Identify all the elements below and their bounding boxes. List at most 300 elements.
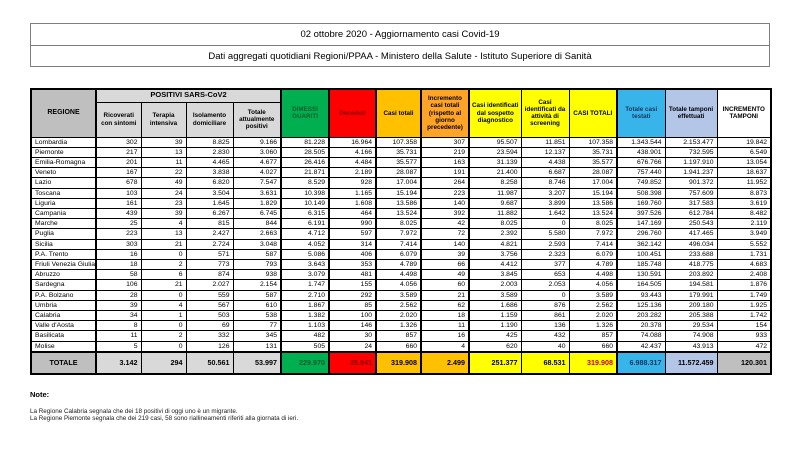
data-cell: 0 <box>141 321 186 331</box>
column-header-deceduti: Deceduti <box>329 89 376 137</box>
data-cell: 201 <box>96 157 141 167</box>
data-cell: 464 <box>329 208 376 218</box>
data-cell: 39 <box>141 208 186 218</box>
data-cell: 559 <box>186 290 233 300</box>
data-cell: 472 <box>717 341 771 352</box>
region-name: Toscana <box>31 188 96 198</box>
data-cell: 85 <box>329 300 376 310</box>
data-cell: 587 <box>233 249 281 259</box>
data-cell: 43.913 <box>665 341 717 352</box>
region-name: P.A. Bolzano <box>31 290 96 300</box>
data-cell: 362.142 <box>617 239 665 249</box>
total-cell: 35.941 <box>329 352 376 374</box>
data-cell: 901.372 <box>665 178 717 188</box>
table-row <box>31 290 771 300</box>
data-cell: 3.845 <box>469 270 521 280</box>
data-cell: 191 <box>421 168 469 178</box>
data-cell: 169.760 <box>617 198 665 208</box>
data-cell: 2.003 <box>469 280 521 290</box>
data-cell: 107.358 <box>569 137 617 147</box>
data-cell: 676.766 <box>617 157 665 167</box>
column-header-sospetto-diagnostico: Casi identificati dal sospetto diagnostico <box>469 89 521 137</box>
data-cell: 377 <box>521 259 569 269</box>
region-name: Friuli Venezia Giulia <box>31 259 96 269</box>
data-cell: 8 <box>96 321 141 331</box>
data-cell: 264 <box>421 178 469 188</box>
data-cell: 0 <box>521 290 569 300</box>
data-cell: 1.686 <box>469 300 521 310</box>
data-cell: 28.087 <box>569 168 617 178</box>
total-cell: 229.970 <box>281 352 329 374</box>
data-cell: 13.586 <box>376 198 421 208</box>
table-row <box>31 208 771 218</box>
column-header-incremento-casi: Incremento casi totali (rispetto al giorno precedente) <box>421 89 469 137</box>
data-cell: 793 <box>233 259 281 269</box>
data-cell: 3.619 <box>717 198 771 208</box>
data-cell: 250.543 <box>665 219 717 229</box>
table-row <box>31 280 771 290</box>
data-cell: 8.025 <box>376 219 421 229</box>
data-cell: 16 <box>96 249 141 259</box>
data-cell: 103 <box>96 188 141 198</box>
data-cell: 20.378 <box>617 321 665 331</box>
data-cell: 28.087 <box>376 168 421 178</box>
data-cell: 482 <box>281 331 329 341</box>
data-cell: 11 <box>96 331 141 341</box>
data-cell: 179.991 <box>665 290 717 300</box>
data-cell: 35.577 <box>376 157 421 167</box>
data-cell: 314 <box>329 239 376 249</box>
region-name: Lombardia <box>31 137 96 147</box>
data-cell: 62 <box>421 300 469 310</box>
data-cell: 612.784 <box>665 208 717 218</box>
column-header-ricoverati: Ricoverati con sintomi <box>96 102 141 137</box>
data-cell: 3.838 <box>186 168 233 178</box>
column-header-casi-totali-2: CASI TOTALI <box>569 89 617 137</box>
data-cell: 3.631 <box>233 188 281 198</box>
data-cell: 18.637 <box>717 168 771 178</box>
data-cell: 8.025 <box>469 219 521 229</box>
data-cell: 1.867 <box>281 300 329 310</box>
data-cell: 732.595 <box>665 147 717 157</box>
bulletin-title: 02 ottobre 2020 - Aggiornamento casi Covid-19 <box>300 29 500 40</box>
data-cell: 23 <box>141 198 186 208</box>
data-cell: 1.326 <box>569 321 617 331</box>
notes-section <box>30 390 770 423</box>
data-cell: 7.972 <box>376 229 421 239</box>
region-name: Basilicata <box>31 331 96 341</box>
table-row <box>31 229 771 239</box>
data-cell: 2.323 <box>521 249 569 259</box>
table-row <box>31 249 771 259</box>
data-cell: 2.562 <box>569 300 617 310</box>
data-cell: 140 <box>421 198 469 208</box>
data-cell: 100 <box>329 310 376 320</box>
data-cell: 15.194 <box>376 188 421 198</box>
table-row <box>31 219 771 229</box>
data-cell: 6.079 <box>376 249 421 259</box>
data-cell: 1 <box>141 310 186 320</box>
data-cell: 8.825 <box>186 137 233 147</box>
data-cell: 28.505 <box>281 147 329 157</box>
data-cell: 857 <box>569 331 617 341</box>
data-cell: 39 <box>421 249 469 259</box>
table-row <box>31 300 771 310</box>
data-cell: 24 <box>141 188 186 198</box>
data-cell: 11.851 <box>521 137 569 147</box>
data-cell: 6.745 <box>233 208 281 218</box>
data-cell: 2.562 <box>376 300 421 310</box>
data-cell: 660 <box>569 341 617 352</box>
data-cell: 1.343.544 <box>617 137 665 147</box>
data-cell: 4.056 <box>376 280 421 290</box>
data-cell: 876 <box>521 300 569 310</box>
total-cell: 120.301 <box>717 352 771 374</box>
table-row <box>31 239 771 249</box>
data-cell: 21 <box>421 290 469 300</box>
data-cell: 72 <box>421 229 469 239</box>
data-cell: 13.524 <box>376 208 421 218</box>
data-cell: 406 <box>329 249 376 259</box>
data-cell: 11.952 <box>717 178 771 188</box>
data-cell: 233.688 <box>665 249 717 259</box>
data-cell: 2.027 <box>186 280 233 290</box>
data-cell: 1.747 <box>281 280 329 290</box>
data-cell: 4.052 <box>281 239 329 249</box>
data-cell: 653 <box>521 270 569 280</box>
data-cell: 9.166 <box>233 137 281 147</box>
data-cell: 154 <box>717 321 771 331</box>
data-cell: 4.166 <box>329 147 376 157</box>
table-row <box>31 270 771 280</box>
data-cell: 587 <box>233 290 281 300</box>
data-cell: 21.400 <box>469 168 521 178</box>
bulletin-subtitle: Dati aggregati quotidiani Regioni/PPAA - Ministero della Salute - Istituto Superiore di Sanità <box>31 45 769 66</box>
data-cell: 25 <box>96 219 141 229</box>
data-cell: 10.398 <box>281 188 329 198</box>
data-cell: 3.589 <box>469 290 521 300</box>
data-cell: 5 <box>96 341 141 352</box>
total-cell: 50.561 <box>186 352 233 374</box>
total-cell: 294 <box>141 352 186 374</box>
region-name: Valle d'Aosta <box>31 321 96 331</box>
data-cell: 35.577 <box>569 157 617 167</box>
data-cell: 74.088 <box>617 331 665 341</box>
data-cell: 1.645 <box>186 198 233 208</box>
data-cell: 4.484 <box>329 157 376 167</box>
covid-table-wrap <box>30 88 770 375</box>
data-cell: 1.749 <box>717 290 771 300</box>
data-cell: 2 <box>141 259 186 269</box>
data-cell: 1.742 <box>717 310 771 320</box>
total-cell: 68.531 <box>521 352 569 374</box>
data-cell: 203.282 <box>617 310 665 320</box>
region-name: Calabria <box>31 310 96 320</box>
data-cell: 39 <box>141 137 186 147</box>
data-cell: 4.412 <box>469 259 521 269</box>
data-cell: 125.136 <box>617 300 665 310</box>
data-cell: 538 <box>233 310 281 320</box>
data-cell: 392 <box>421 208 469 218</box>
data-cell: 1.326 <box>376 321 421 331</box>
data-cell: 418.775 <box>665 259 717 269</box>
data-cell: 620 <box>469 341 521 352</box>
total-cell: 319.908 <box>569 352 617 374</box>
data-cell: 3.207 <box>521 188 569 198</box>
data-cell: 29.534 <box>665 321 717 331</box>
data-cell: 18 <box>96 259 141 269</box>
notes-title: Note: <box>30 389 50 399</box>
data-cell: 303 <box>96 239 141 249</box>
data-cell: 9.687 <box>469 198 521 208</box>
data-cell: 6.267 <box>186 208 233 218</box>
data-cell: 5.552 <box>717 239 771 249</box>
data-cell: 353 <box>329 259 376 269</box>
data-cell: 496.034 <box>665 239 717 249</box>
region-name: Veneto <box>31 168 96 178</box>
data-cell: 3.589 <box>569 290 617 300</box>
data-cell: 302 <box>96 137 141 147</box>
data-cell: 24 <box>329 341 376 352</box>
table-row <box>31 147 771 157</box>
data-cell: 17.004 <box>569 178 617 188</box>
covid-data-table <box>30 88 772 375</box>
data-cell: 11 <box>141 157 186 167</box>
data-cell: 60 <box>421 280 469 290</box>
data-cell: 35.731 <box>376 147 421 157</box>
data-cell: 4.027 <box>233 168 281 178</box>
data-cell: 503 <box>186 310 233 320</box>
table-row <box>31 331 771 341</box>
table-row <box>31 137 771 147</box>
table-row <box>31 178 771 188</box>
table-row <box>31 168 771 178</box>
data-cell: 2.153.477 <box>665 137 717 147</box>
data-cell: 938 <box>233 270 281 280</box>
region-name: Marche <box>31 219 96 229</box>
data-cell: 397.526 <box>617 208 665 218</box>
data-cell: 205.388 <box>665 310 717 320</box>
column-header-isolamento: Isolamento domiciliare <box>186 102 233 137</box>
data-cell: 0 <box>141 249 186 259</box>
data-cell: 2.830 <box>186 147 233 157</box>
note-piemonte: La Regione Piemonte segnala che dei 219 casi, 58 sono riallineamenti riferiti alla giornata di ieri. <box>30 415 299 423</box>
data-cell: 30 <box>329 331 376 341</box>
column-header-tamponi: Totale tamponi effettuati <box>665 89 717 137</box>
data-cell: 4 <box>141 300 186 310</box>
data-cell: 31.139 <box>469 157 521 167</box>
data-cell: 4.465 <box>186 157 233 167</box>
data-cell: 13.524 <box>569 208 617 218</box>
region-name: Campania <box>31 208 96 218</box>
data-cell: 1.103 <box>281 321 329 331</box>
data-cell: 13 <box>141 147 186 157</box>
region-name: P.A. Trento <box>31 249 96 259</box>
data-cell: 1.731 <box>717 249 771 259</box>
data-cell: 1.642 <box>521 208 569 218</box>
data-cell: 2.427 <box>186 229 233 239</box>
data-cell: 13.586 <box>569 198 617 208</box>
data-cell: 21 <box>141 280 186 290</box>
data-cell: 861 <box>521 310 569 320</box>
data-cell: 1.608 <box>329 198 376 208</box>
note-calabria: La Regione Calabria segnala che dei 18 positivi di oggi uno è un migrante. <box>30 407 238 415</box>
data-cell: 2.020 <box>376 310 421 320</box>
data-cell: 1.925 <box>717 300 771 310</box>
data-cell: 3.756 <box>469 249 521 259</box>
data-cell: 217 <box>96 147 141 157</box>
table-row <box>31 321 771 331</box>
data-cell: 4 <box>421 341 469 352</box>
data-cell: 432 <box>521 331 569 341</box>
data-cell: 163 <box>421 157 469 167</box>
data-cell: 8.482 <box>717 208 771 218</box>
data-cell: 3.048 <box>233 239 281 249</box>
data-cell: 6 <box>141 270 186 280</box>
data-cell: 2.119 <box>717 219 771 229</box>
data-cell: 933 <box>717 331 771 341</box>
data-cell: 567 <box>186 300 233 310</box>
data-cell: 610 <box>233 300 281 310</box>
total-cell: 3.142 <box>96 352 141 374</box>
data-cell: 508.398 <box>617 188 665 198</box>
data-cell: 140 <box>421 239 469 249</box>
data-cell: 11 <box>421 321 469 331</box>
data-cell: 6.549 <box>717 147 771 157</box>
table-body <box>31 137 771 374</box>
data-cell: 773 <box>186 259 233 269</box>
data-cell: 3.079 <box>281 270 329 280</box>
data-cell: 874 <box>186 270 233 280</box>
data-cell: 8.873 <box>717 188 771 198</box>
region-name: Piemonte <box>31 147 96 157</box>
data-cell: 42.437 <box>617 341 665 352</box>
data-cell: 223 <box>421 188 469 198</box>
column-header-casi-testati: Totale casi testati <box>617 89 665 137</box>
data-cell: 8.025 <box>569 219 617 229</box>
data-cell: 18 <box>421 310 469 320</box>
data-cell: 332 <box>186 331 233 341</box>
data-cell: 4.789 <box>376 259 421 269</box>
region-name: Emilia-Romagna <box>31 157 96 167</box>
data-cell: 8.746 <box>521 178 569 188</box>
data-cell: 345 <box>233 331 281 341</box>
data-cell: 1.190 <box>469 321 521 331</box>
data-cell: 5.086 <box>281 249 329 259</box>
data-cell: 194.581 <box>665 280 717 290</box>
data-cell: 13.054 <box>717 157 771 167</box>
data-cell: 3.589 <box>376 290 421 300</box>
table-row <box>31 341 771 352</box>
data-cell: 74.908 <box>665 331 717 341</box>
data-cell: 126 <box>186 341 233 352</box>
column-header-incremento-tamponi: INCREMENTO TAMPONI <box>717 89 771 137</box>
data-cell: 2 <box>141 331 186 341</box>
data-cell: 1.941.237 <box>665 168 717 178</box>
total-cell: 11.572.459 <box>665 352 717 374</box>
data-cell: 4.438 <box>521 157 569 167</box>
group-header-positivi: POSITIVI SARS-CoV2 <box>96 89 281 102</box>
total-cell: 319.908 <box>376 352 421 374</box>
data-cell: 185.748 <box>617 259 665 269</box>
column-header-screening: Casi identificati da attività di screening <box>521 89 569 137</box>
data-cell: 815 <box>186 219 233 229</box>
data-cell: 757.440 <box>617 168 665 178</box>
data-cell: 990 <box>329 219 376 229</box>
data-cell: 4.821 <box>469 239 521 249</box>
data-cell: 147.169 <box>617 219 665 229</box>
data-cell: 296.760 <box>617 229 665 239</box>
data-cell: 15.194 <box>569 188 617 198</box>
data-cell: 4.498 <box>376 270 421 280</box>
data-cell: 16.964 <box>329 137 376 147</box>
data-cell: 146 <box>329 321 376 331</box>
data-cell: 1.159 <box>469 310 521 320</box>
data-cell: 100.451 <box>617 249 665 259</box>
data-cell: 17.004 <box>376 178 421 188</box>
data-cell: 660 <box>376 341 421 352</box>
data-cell: 3.504 <box>186 188 233 198</box>
data-cell: 481 <box>329 270 376 280</box>
data-cell: 58 <box>96 270 141 280</box>
data-cell: 757.609 <box>665 188 717 198</box>
data-cell: 49 <box>421 270 469 280</box>
data-cell: 10.149 <box>281 198 329 208</box>
data-cell: 2.663 <box>233 229 281 239</box>
total-cell: 251.377 <box>469 352 521 374</box>
data-cell: 66 <box>421 259 469 269</box>
region-name: Abruzzo <box>31 270 96 280</box>
data-cell: 2.154 <box>233 280 281 290</box>
total-cell: 53.997 <box>233 352 281 374</box>
data-cell: 857 <box>376 331 421 341</box>
total-cell: 6.988.317 <box>617 352 665 374</box>
data-cell: 2.189 <box>329 168 376 178</box>
data-cell: 4.789 <box>569 259 617 269</box>
column-header-casi-totali: Casi totali <box>376 89 421 137</box>
title-box <box>30 23 770 67</box>
data-cell: 22 <box>141 168 186 178</box>
region-name: Puglia <box>31 229 96 239</box>
data-cell: 12.137 <box>521 147 569 157</box>
data-cell: 844 <box>233 219 281 229</box>
data-cell: 2.408 <box>717 270 771 280</box>
region-name: Umbria <box>31 300 96 310</box>
data-cell: 0 <box>141 341 186 352</box>
data-cell: 164.505 <box>617 280 665 290</box>
data-cell: 130.591 <box>617 270 665 280</box>
data-cell: 317.583 <box>665 198 717 208</box>
data-cell: 4 <box>141 219 186 229</box>
data-cell: 93.443 <box>617 290 665 300</box>
data-cell: 13 <box>141 229 186 239</box>
data-cell: 505 <box>281 341 329 352</box>
data-cell: 81.228 <box>281 137 329 147</box>
data-cell: 223 <box>96 229 141 239</box>
data-cell: 4.683 <box>717 259 771 269</box>
data-cell: 3.949 <box>717 229 771 239</box>
data-cell: 28 <box>96 290 141 300</box>
data-cell: 21.871 <box>281 168 329 178</box>
data-cell: 1.197.910 <box>665 157 717 167</box>
data-cell: 678 <box>96 178 141 188</box>
data-cell: 7.547 <box>233 178 281 188</box>
region-name: Molise <box>31 341 96 352</box>
data-cell: 49 <box>141 178 186 188</box>
data-cell: 8.529 <box>281 178 329 188</box>
data-cell: 439 <box>96 208 141 218</box>
table-row <box>31 310 771 320</box>
